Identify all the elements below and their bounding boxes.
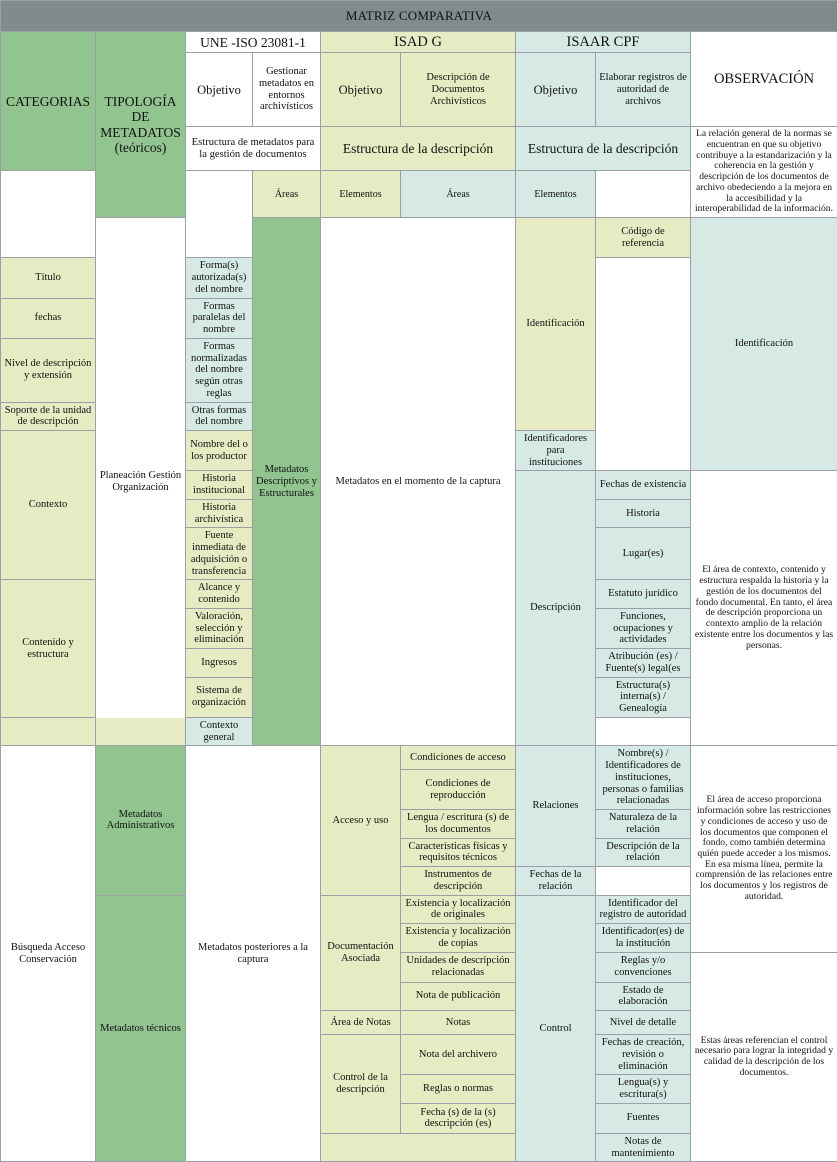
- isaar-elementos-header: Elementos: [516, 171, 596, 218]
- isad-element: Código de referencia: [596, 218, 691, 258]
- isad-element: Existencia y localización de originales: [401, 895, 516, 924]
- isaar-element: Estado de elaboración: [596, 982, 691, 1011]
- tipologia-tecnicos: Metadatos técnicos: [96, 895, 186, 1162]
- isaar-element: Otras formas del nombre: [186, 402, 253, 431]
- isaar-element: Estatuto jurídico: [596, 580, 691, 609]
- une-metadatos-posteriores: Metadatos posteriores a la captura: [186, 746, 321, 1162]
- isad-area-notas: Área de Notas: [321, 1011, 401, 1035]
- isad-element: Condiciones de reproducción: [401, 769, 516, 809]
- observacion-contexto: El área de contexto, contenido y estructura respalda la historia y la gestión de los documentos del fondo documental. En tanto, el área de descripción proporciona un contexto amplio de la relación existente entre los documentos y las personas.: [691, 471, 837, 746]
- isaar-element: Atribución (es) / Fuente(s) legal(es: [596, 649, 691, 678]
- isad-element: Características físicas y requisitos técnicos: [401, 838, 516, 867]
- isad-element: Título: [1, 258, 96, 298]
- isad-block-spacer: [1, 717, 186, 746]
- isad-area-control: Control de la descripción: [321, 1035, 401, 1134]
- isad-element: Soporte de la unidad de descripción: [1, 402, 96, 431]
- isaar-element: Identificador(es) de la institución: [596, 924, 691, 953]
- isad-areas-header: Áreas: [253, 171, 321, 218]
- observacion-acceso: El área de acceso proporciona información sobre las restricciones y condiciones de acceso y uso de los documentos que componen el fondo, como también determina quién puede acceder a los mismos. En esa misma línea, permite la comprensión de las relaciones entre los documentos y los registros de autoridad.: [691, 746, 837, 952]
- isad-area-contenido: Contenido y estructura: [1, 580, 96, 718]
- isaar-element: Forma(s) autorizada(s) del nombre: [186, 258, 253, 298]
- page-title: MATRIZ COMPARATIVA: [1, 1, 837, 32]
- isad-element: Ingresos: [186, 649, 253, 678]
- isaar-element: Estructura(s) interna(s) / Genealogía: [596, 677, 691, 717]
- isaar-objetivo-label: Objetivo: [516, 53, 596, 127]
- header-une-iso: UNE -ISO 23081-1: [186, 32, 321, 53]
- isaar-element: Fechas de existencia: [596, 471, 691, 500]
- isad-element: Lengua / escritura (s) de los documentos: [401, 810, 516, 839]
- isaar-element: Notas de mantenimiento: [596, 1133, 691, 1162]
- categoria-planeacion: Planeación Gestión Organización: [96, 218, 186, 746]
- isaar-element: Reglas y/o convenciones: [596, 952, 691, 982]
- une-objetivo-text: Gestionar metadatos en entornos archivísticos: [253, 53, 321, 127]
- isad-element: Notas: [401, 1011, 516, 1035]
- isad-element: Nivel de descripción y extensión: [1, 338, 96, 402]
- isaar-element: Identificadores para instituciones: [516, 431, 596, 471]
- isad-element: Existencia y localización de copias: [401, 924, 516, 953]
- isaar-element: Naturaleza de la relación: [596, 810, 691, 839]
- isaar-element: Lengua(s) y escritura(s): [596, 1075, 691, 1104]
- isad-element: Instrumentos de descripción: [401, 867, 516, 896]
- isaar-area-control: Control: [516, 895, 596, 1162]
- header-isad-g: ISAD G: [321, 32, 516, 53]
- isaar-area-descripcion: Descripción: [516, 471, 596, 746]
- isad-element: Unidades de descripción relacionadas: [401, 952, 516, 982]
- isad-estructura: Estructura de la descripción: [321, 127, 516, 171]
- isad-element: Fuente inmediata de adquisición o transferencia: [186, 528, 253, 580]
- isad-element: Alcance y contenido: [186, 580, 253, 609]
- une-spacer-left: [1, 171, 96, 258]
- isaar-element: Contexto general: [186, 717, 253, 746]
- isad-objetivo-text: Descripción de Documentos Archivísticos: [401, 53, 516, 127]
- isad-element: Condiciones de acceso: [401, 746, 516, 770]
- une-objetivo-label: Objetivo: [186, 53, 253, 127]
- standards-band-row: [1, 32, 837, 53]
- isad-area-documentacion: Documentación Asociada: [321, 895, 401, 1011]
- isad-element: Historia institucional: [186, 471, 253, 500]
- isad-objetivo-label: Objetivo: [321, 53, 401, 127]
- observacion-control: Estas áreas referencian el control necesario para lograr la integridad y calidad de la descripción de los documentos.: [691, 952, 837, 1162]
- isad-area-acceso: Acceso y uso: [321, 746, 401, 895]
- header-isaar-cpf: ISAAR CPF: [516, 32, 691, 53]
- categoria-busqueda: Búsqueda Acceso Conservación: [1, 746, 96, 1162]
- tipologia-administrativos: Metadatos Administrativos: [96, 746, 186, 895]
- isad-element: Historia archivística: [186, 499, 253, 528]
- isaar-area-identificacion: Identificación: [691, 218, 837, 471]
- isaar-element: Nivel de detalle: [596, 1011, 691, 1035]
- isad-element: Fecha (s) de la (s) descripción (es): [401, 1103, 516, 1133]
- title-row: [1, 1, 837, 32]
- isaar-element: Funciones, ocupaciones y actividades: [596, 608, 691, 648]
- une-metadatos-captura: Metadatos en el momento de la captura: [321, 218, 516, 746]
- isaar-element: Historia: [596, 499, 691, 528]
- isad-area-identificacion: Identificación: [516, 218, 596, 431]
- isaar-element: Identificador del registro de autoridad: [596, 895, 691, 924]
- isaar-areas-header: Áreas: [401, 171, 516, 218]
- isad-element: Sistema de organización: [186, 677, 253, 717]
- une-spacer-right: [186, 171, 253, 258]
- table-row: [1, 746, 837, 770]
- isad-area-contexto: Contexto: [1, 431, 96, 580]
- isaar-element: Formas normalizadas del nombre según otras reglas: [186, 338, 253, 402]
- isaar-element: Nombre(s) / Identificadores de instituciones, personas o familias relacionadas: [596, 746, 691, 810]
- isad-element: Valoración, selección y eliminación: [186, 608, 253, 648]
- isad-elementos-header: Elementos: [321, 171, 401, 218]
- isaar-objetivo-text: Elaborar registros de autoridad de archivos: [596, 53, 691, 127]
- une-estructura: Estructura de metadatos para la gestión de documentos: [186, 127, 321, 171]
- isaar-estructura: Estructura de la descripción: [516, 127, 691, 171]
- isad-element: Nota del archivero: [401, 1035, 516, 1075]
- isad-element: fechas: [1, 298, 96, 338]
- header-categorias: CATEGORIAS: [1, 32, 96, 171]
- isaar-element: Fuentes: [596, 1103, 691, 1133]
- isaar-element: Fechas de creación, revisión o eliminación: [596, 1035, 691, 1075]
- table-row: [1, 218, 837, 258]
- isaar-element: Fechas de la relación: [516, 867, 596, 896]
- isad-element: Nota de publicación: [401, 982, 516, 1011]
- isaar-element: Lugar(es): [596, 528, 691, 580]
- header-tipologia: TIPOLOGÍA DE METADATOS (teóricos): [96, 32, 186, 218]
- isaar-element: Descripción de la relación: [596, 838, 691, 867]
- isad-element: Nombre del o los productor: [186, 431, 253, 471]
- isaar-area-relaciones: Relaciones: [516, 746, 596, 867]
- header-observacion: OBSERVACIÓN: [691, 32, 837, 127]
- isaar-element: Formas paralelas del nombre: [186, 298, 253, 338]
- isad-element: Reglas o normas: [401, 1075, 516, 1104]
- tipologia-descriptivos: Metadatos Descriptivos y Estructurales: [253, 218, 321, 746]
- isad-block-spacer-2: [321, 1133, 516, 1162]
- observacion-general: La relación general de la normas se encuentran en que su objetivo contribuye a la estandarización y la coherencia en la gestión y descripción de los documentos de archivo obedeciendo a la mejora en la accesibilidad y la interoperabilidad de la información.: [691, 127, 837, 218]
